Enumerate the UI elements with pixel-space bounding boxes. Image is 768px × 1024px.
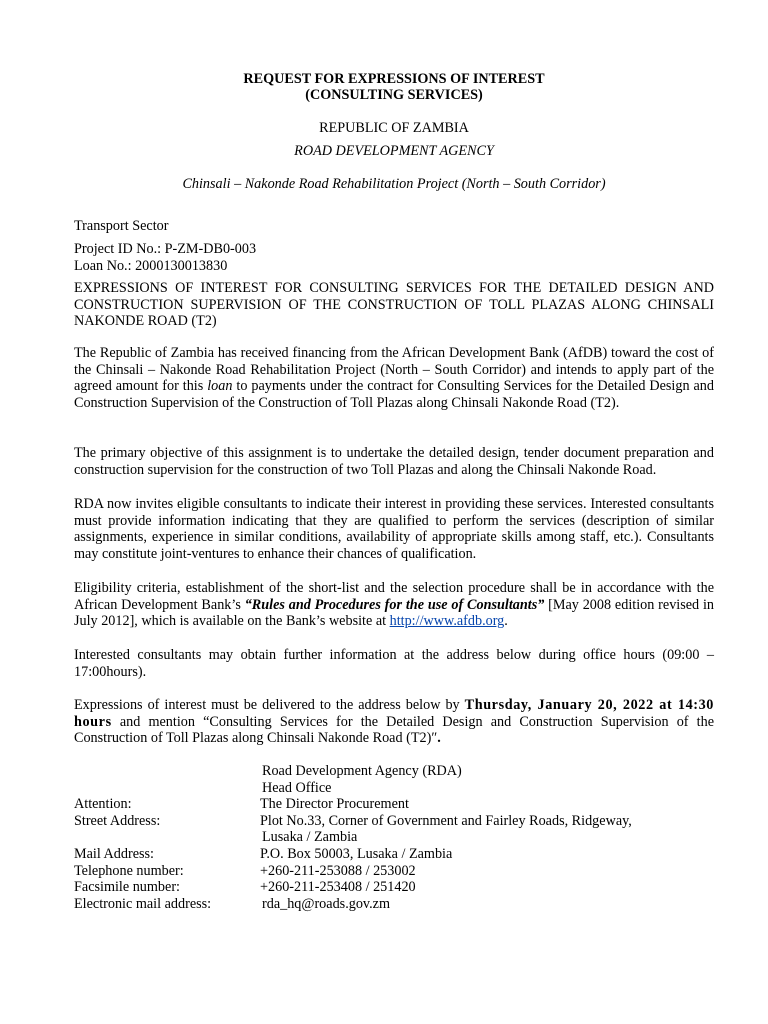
address-email: rda_hq@roads.gov.zm <box>262 895 390 912</box>
address-office: Head Office <box>262 779 332 796</box>
address-label: Mail Address: <box>74 845 154 862</box>
address-label: Electronic mail address: <box>74 895 212 912</box>
address-row <box>74 796 714 813</box>
paragraph-financing: The Republic of Zambia has received financing from the African Development Bank (AfDB) toward the cost of the Chinsali – Nakonde Road Rehabilitation Project (North – South Corridor) and intends to apply part of the agreed amount for this loan to payments under the contract for Consulting Services for the Detailed Design and Construction Supervision of the Construction of Toll Plazas along Chinsali Nakonde Road (T2). <box>74 345 714 411</box>
paragraph-deadline: Expressions of interest must be delivered to the address below by Thursday, January 20, 2022 at 14:30 hours and mention “Consulting Services for the Detailed Design and Construction Supervision of the Construction of Toll Plazas along Chinsali Nakonde Road (T2)″. <box>74 697 714 747</box>
address-office-row <box>74 780 714 797</box>
address-row <box>74 863 714 880</box>
address-value: Plot No.33, Corner of Government and Fairley Roads, Ridgeway, <box>260 812 632 829</box>
loan-number-line: Loan No.: 2000130013830 <box>74 258 228 274</box>
address-row <box>74 846 714 863</box>
address-label <box>74 829 260 846</box>
afdb-website-link[interactable]: http://www.afdb.org <box>389 613 505 630</box>
address-label: Street Address: <box>74 812 161 829</box>
address-label: Facsimile number: <box>74 879 180 896</box>
agency-name: ROAD DEVELOPMENT AGENCY <box>294 143 494 159</box>
address-org-row <box>74 763 714 780</box>
address-value: +260-211-253088 / 253002 <box>260 862 416 879</box>
paragraph-invitation: RDA now invites eligible consultants to indicate their interest in providing these services. Interested consultants must provide information indicating that they are qualified to perform the services (description of similar assignments, experience in similar conditions, availability of appropriate skills among staff, etc.). Consultants may constitute joint-ventures to enhance their chances of qualification. <box>74 496 714 562</box>
title-line-1: REQUEST FOR EXPRESSIONS OF INTEREST <box>243 71 545 87</box>
subject-heading: EXPRESSIONS OF INTEREST FOR CONSULTING SERVICES FOR THE DETAILED DESIGN AND CONSTRUCTION SUPERVISION OF THE CONSTRUCTION OF TOLL PLAZAS ALONG CHINSALI NAKONDE ROAD (T2) <box>74 280 714 330</box>
address-row <box>74 813 714 830</box>
sector-line: Transport Sector <box>74 218 169 234</box>
paragraph-office-hours: Interested consultants may obtain further information at the address below during office hours (09:00 – 17:00hours). <box>74 647 714 680</box>
document-title <box>74 71 714 103</box>
project-id-line: Project ID No.: P-ZM-DB0-003 <box>74 241 257 257</box>
address-value: +260-211-253408 / 251420 <box>260 879 416 896</box>
submission-deadline: Thursday, January 20, 2022 at 14:30 hours <box>74 697 714 730</box>
address-value: The Director Procurement <box>260 796 409 813</box>
address-row <box>74 879 714 896</box>
address-row <box>74 896 714 913</box>
country-name: REPUBLIC OF ZAMBIA <box>319 120 469 136</box>
project-name: Chinsali – Nakonde Road Rehabilitation Project (North – South Corridor) <box>182 176 606 192</box>
address-row <box>74 829 714 846</box>
address-label: Attention: <box>74 796 132 813</box>
paragraph-objective: The primary objective of this assignment is to undertake the detailed design, tender document preparation and construction supervision for the construction of two Toll Plazas and along the Chinsali Nakonde Road. <box>74 445 714 478</box>
address-label: Telephone number: <box>74 862 184 879</box>
title-line-2: (CONSULTING SERVICES) <box>305 87 483 103</box>
address-value: Lusaka / Zambia <box>262 829 358 846</box>
paragraph-eligibility: Eligibility criteria, establishment of the short-list and the selection procedure shall be in accordance with the African Development Bank’s “Rules and Procedures for the use of Consultants” [May 2008 edition revised in July 2012], which is available on the Bank’s website at http://www.afdb.org. <box>74 580 715 630</box>
address-block <box>74 763 714 912</box>
address-value: P.O. Box 50003, Lusaka / Zambia <box>260 845 453 862</box>
address-org: Road Development Agency (RDA) <box>262 763 462 779</box>
